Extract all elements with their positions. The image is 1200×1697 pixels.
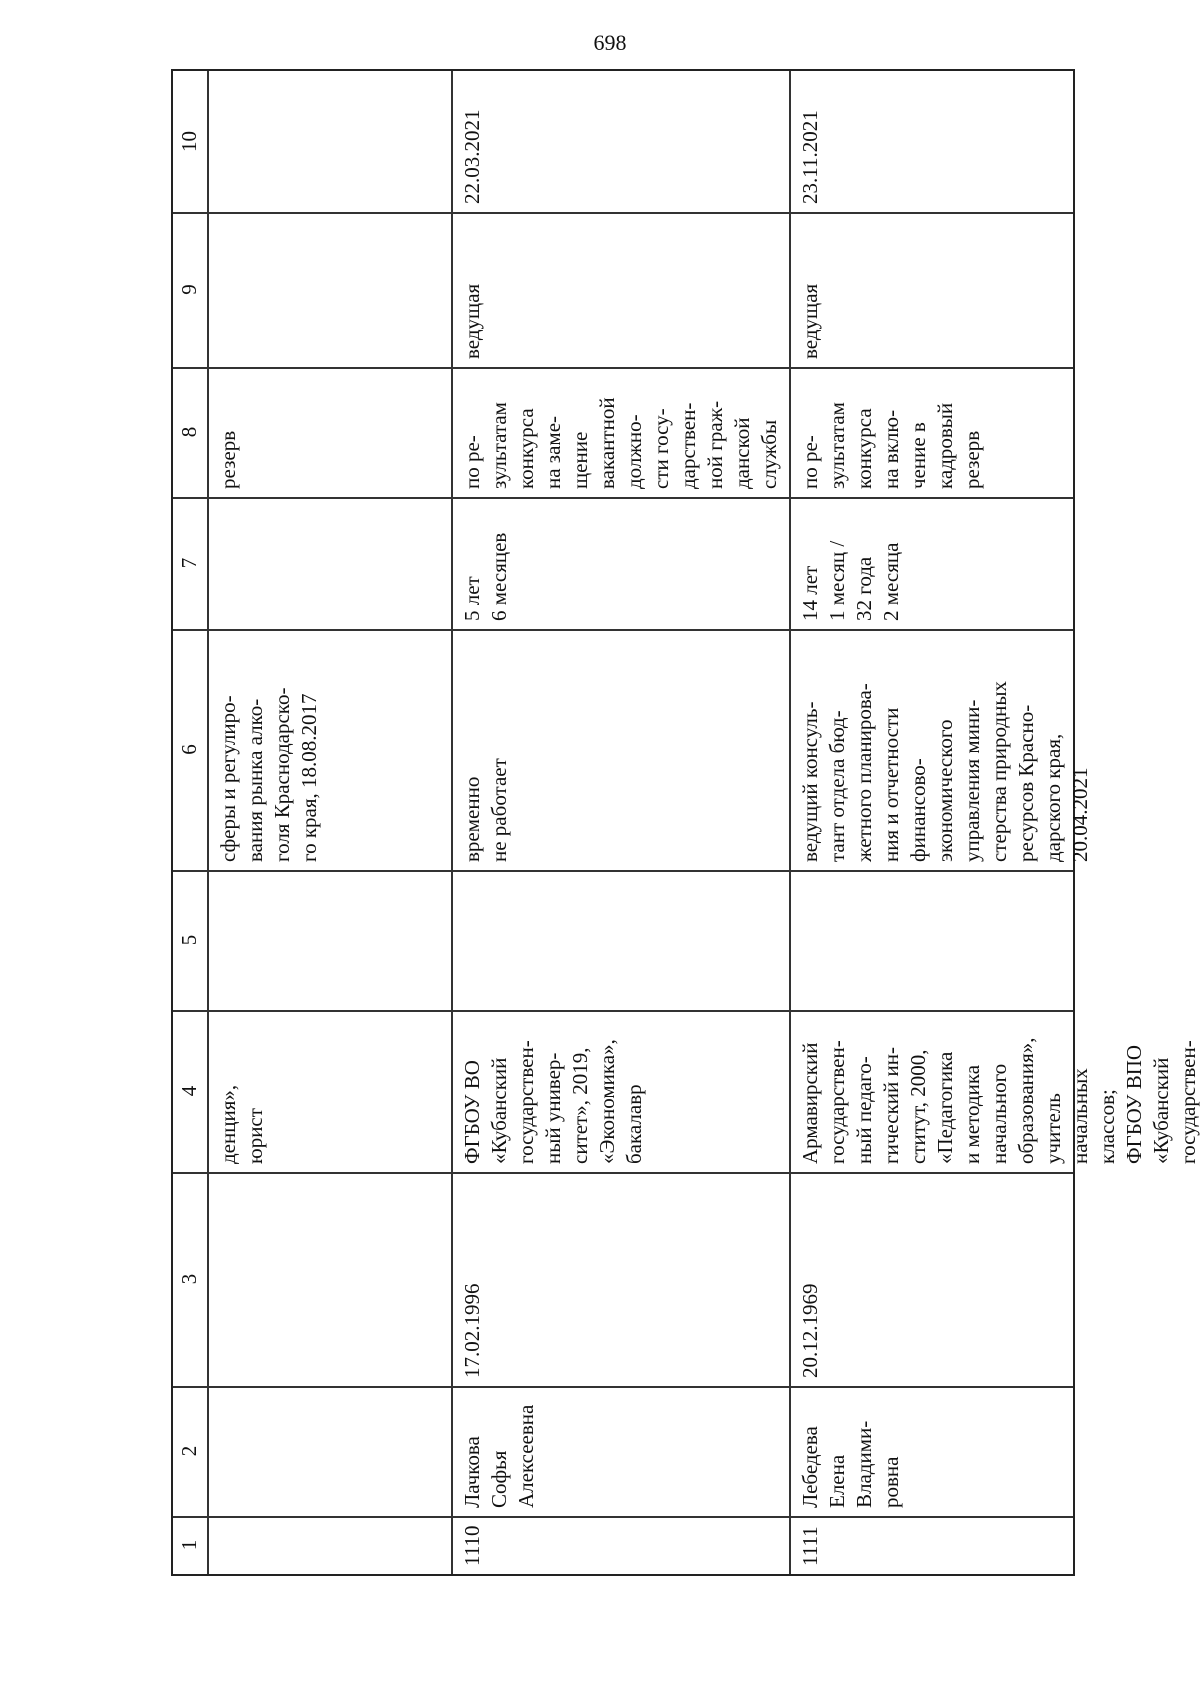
page-number: 698 (593, 30, 627, 55)
header-col-6: 6 (177, 744, 201, 755)
header-col-7: 7 (177, 557, 201, 569)
row-divider (451, 71, 453, 1574)
header-col-10: 10 (177, 131, 201, 152)
cell-col1: 1110 (460, 1525, 484, 1566)
cell-col8: резерв (216, 430, 240, 489)
cell-col7: 5 лет 6 месяцев (460, 532, 511, 621)
row-divider (207, 71, 209, 1574)
cell-col7: 14 лет 1 месяц / 32 года 2 месяца (798, 540, 903, 621)
header-col-1: 1 (177, 1539, 201, 1551)
personnel-table (171, 69, 1200, 1576)
header-col-8: 8 (177, 426, 201, 438)
cell-col9: ведущая (460, 283, 484, 359)
cell-col9: ведущая (798, 283, 822, 359)
cell-col4: ФГБОУ ВО «Кубанский государствен- ный универ- ситет», 2019, «Экономика», бакалавр (460, 1039, 646, 1164)
header-col-4: 4 (177, 1085, 201, 1097)
table-row (459, 67, 783, 1574)
cell-col8: по ре- зультатам конкурса на вклю- чение в кадровый резерв (798, 402, 984, 489)
cell-col4: денция», юрист (216, 1084, 267, 1164)
cell-col6: временно не работает (460, 758, 511, 862)
cell-col10: 23.11.2021 (798, 110, 822, 204)
header-col-3: 3 (177, 1273, 201, 1285)
cell-col10: 22.03.2021 (460, 109, 484, 204)
continuation-row (215, 67, 350, 1574)
cell-col3: 17.02.1996 (460, 1283, 484, 1378)
table-row (797, 67, 1200, 1574)
cell-col2: Лачкова Софья Алексеевна (460, 1404, 538, 1508)
cell-col2: Лебедева Елена Владими- ровна (798, 1420, 903, 1508)
cell-col4: Армавирский государствен- ный педаго- гический ин- ститут, 2000, «Педагогика и методика начального образования», учитель начальных классов; ФГБОУ ВПО «Кубанский государствен- (798, 1037, 1200, 1164)
row-divider (789, 71, 791, 1574)
cell-col3: 20.12.1969 (798, 1283, 822, 1378)
header-col-9: 9 (177, 284, 201, 295)
cell-col6: сферы и регулиро- вания рынка алко- голя Краснодарско- го края, 18.08.2017 (216, 687, 321, 862)
cell-col6: ведущий консуль- тант отдела бюд- жетного планирова- ния и отчетности финансово- экономического управления мини- стерства природных ресурсов Красно- дарского края, 20.04.2021 (798, 681, 1092, 862)
cell-col8: по ре- зультатам конкурса на заме- щение вакантной должно- сти госу- дарствен- ной граж- данской службы (460, 397, 781, 489)
cell-col1: 1111 (798, 1526, 822, 1566)
header-col-2: 2 (177, 1445, 201, 1457)
header-col-5: 5 (177, 934, 201, 946)
